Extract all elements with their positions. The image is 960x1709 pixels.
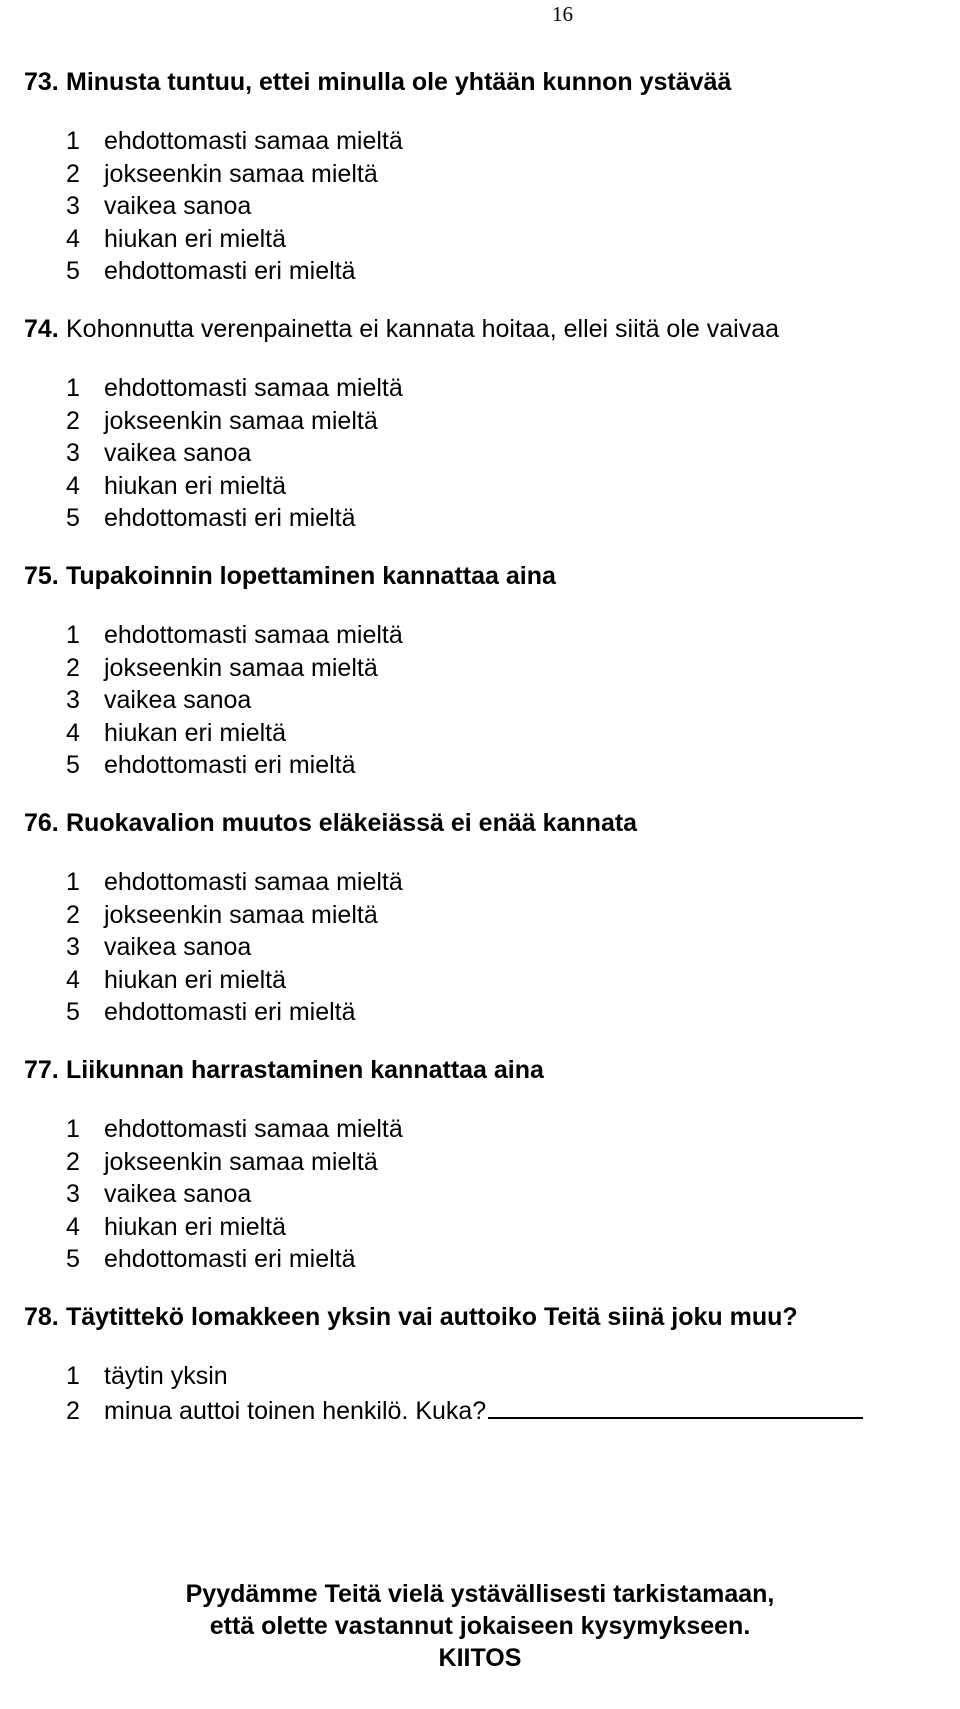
answer-option[interactable]: [66, 190, 944, 223]
answer-option[interactable]: [66, 502, 944, 535]
option-number: 1: [66, 868, 80, 896]
question-title: [24, 1302, 944, 1332]
option-number: 5: [66, 751, 80, 780]
answer-option[interactable]: [66, 717, 944, 750]
answer-option[interactable]: [66, 964, 944, 997]
question-number: 75.: [24, 562, 59, 590]
question-text: Liikunnan harrastaminen kannattaa aina: [66, 1056, 544, 1084]
option-number: 1: [66, 374, 80, 402]
answer-option[interactable]: [66, 996, 944, 1029]
answer-option[interactable]: [66, 1146, 944, 1179]
option-number: 5: [66, 504, 80, 533]
option-number: 1: [66, 1115, 80, 1143]
answer-option[interactable]: [66, 470, 944, 503]
answer-option[interactable]: [66, 255, 944, 288]
question-text: Kohonnutta verenpainetta ei kannata hoitaa, ellei siitä ole vaivaa: [66, 315, 780, 343]
option-label: ehdottomasti eri mieltä: [104, 1245, 356, 1274]
option-number: 2: [66, 1147, 80, 1176]
closing-line-1: Pyydämme Teitä vielä ystävällisesti tarkistamaan,: [185, 1580, 775, 1608]
answer-options: [24, 372, 944, 535]
answer-option[interactable]: [66, 1178, 944, 1211]
answer-option[interactable]: [66, 1113, 944, 1146]
question-77: [24, 1055, 944, 1276]
option-number: 3: [66, 1180, 80, 1209]
option-label: ehdottomasti eri mieltä: [104, 504, 356, 533]
closing-message: [0, 1578, 960, 1674]
option-label: jokseenkin samaa mieltä: [104, 406, 378, 435]
option-number: 3: [66, 192, 80, 221]
answer-options: [24, 866, 944, 1029]
answer-option[interactable]: [66, 1243, 944, 1276]
option-label: hiukan eri mieltä: [104, 224, 287, 253]
question-title: [24, 67, 944, 97]
option-number: 5: [66, 998, 80, 1027]
question-73: [24, 67, 944, 288]
option-label: ehdottomasti samaa mieltä: [104, 1115, 403, 1143]
answer-option[interactable]: [66, 125, 944, 158]
option-label: ehdottomasti samaa mieltä: [104, 374, 403, 402]
answer-option[interactable]: [66, 684, 944, 717]
question-78: [24, 1302, 944, 1425]
option-label: ehdottomasti eri mieltä: [104, 998, 356, 1027]
option-label: jokseenkin samaa mieltä: [104, 1147, 378, 1176]
option-label: vaikea sanoa: [104, 1180, 252, 1209]
option-label: täytin yksin: [104, 1362, 228, 1390]
option-number: 4: [66, 718, 80, 747]
answer-option[interactable]: [66, 372, 944, 405]
answer-option[interactable]: [66, 223, 944, 256]
helper-name-blank-line[interactable]: [488, 1393, 863, 1419]
question-number: 77.: [24, 1056, 59, 1084]
answer-option[interactable]: [66, 158, 944, 191]
option-label: jokseenkin samaa mieltä: [104, 653, 378, 682]
question-text: Minusta tuntuu, ettei minulla ole yhtään kunnon ystävää: [66, 68, 732, 96]
option-number: 5: [66, 257, 80, 286]
question-number: 76.: [24, 809, 59, 837]
option-number: 4: [66, 224, 80, 253]
option-number: 2: [66, 653, 80, 682]
option-number: 3: [66, 686, 80, 715]
option-number: 3: [66, 439, 80, 468]
question-text: Ruokavalion muutos eläkeiässä ei enää kannata: [66, 809, 638, 837]
option-number: 1: [66, 1362, 80, 1390]
question-number: 74.: [24, 315, 59, 343]
answer-option[interactable]: [66, 619, 944, 652]
option-label: ehdottomasti samaa mieltä: [104, 868, 403, 896]
question-number: 73.: [24, 68, 59, 96]
closing-thanks: KIITOS: [438, 1644, 522, 1672]
closing-line-2: että olette vastannut jokaiseen kysymykseen.: [209, 1612, 751, 1640]
answer-option[interactable]: [66, 931, 944, 964]
option-label: vaikea sanoa: [104, 192, 252, 221]
option-number: 3: [66, 933, 80, 962]
answer-option[interactable]: [66, 652, 944, 685]
option-number: 2: [66, 1396, 80, 1425]
question-number: 78.: [24, 1303, 59, 1331]
answer-option[interactable]: [66, 899, 944, 932]
option-label: hiukan eri mieltä: [104, 1212, 287, 1241]
question-74: [24, 314, 944, 535]
option-label: minua auttoi toinen henkilö. Kuka?: [104, 1396, 487, 1425]
answer-option[interactable]: [66, 749, 944, 782]
answer-options: [24, 619, 944, 782]
option-number: 5: [66, 1245, 80, 1274]
option-label: jokseenkin samaa mieltä: [104, 159, 378, 188]
answer-option[interactable]: [66, 1360, 944, 1393]
question-title: [24, 561, 944, 591]
page-number: 16: [552, 2, 573, 26]
question-75: [24, 561, 944, 782]
option-number: 1: [66, 621, 80, 649]
option-number: 2: [66, 159, 80, 188]
option-label: hiukan eri mieltä: [104, 471, 287, 500]
answer-options: [24, 125, 944, 288]
answer-option[interactable]: [66, 1211, 944, 1244]
option-label: vaikea sanoa: [104, 686, 252, 715]
answer-option[interactable]: [66, 866, 944, 899]
option-number: 2: [66, 900, 80, 929]
question-title: [24, 1055, 944, 1085]
option-number: 1: [66, 127, 80, 155]
option-label: jokseenkin samaa mieltä: [104, 900, 378, 929]
option-number: 4: [66, 965, 80, 994]
question-text: Täytittekö lomakkeen yksin vai auttoiko Teitä siinä joku muu?: [66, 1303, 798, 1331]
option-number: 2: [66, 406, 80, 435]
option-label: ehdottomasti eri mieltä: [104, 751, 356, 780]
question-title: [24, 314, 944, 344]
option-label: vaikea sanoa: [104, 933, 252, 962]
answer-option[interactable]: [66, 405, 944, 438]
option-label: hiukan eri mieltä: [104, 965, 287, 994]
option-number: 4: [66, 471, 80, 500]
option-label: ehdottomasti eri mieltä: [104, 257, 356, 286]
option-label: ehdottomasti samaa mieltä: [104, 621, 403, 649]
answer-options: [24, 1113, 944, 1276]
answer-options: [24, 1360, 944, 1425]
option-number: 4: [66, 1212, 80, 1241]
option-label: ehdottomasti samaa mieltä: [104, 127, 403, 155]
question-text: Tupakoinnin lopettaminen kannattaa aina: [66, 562, 556, 590]
question-title: [24, 808, 944, 838]
option-label: hiukan eri mieltä: [104, 718, 287, 747]
question-76: [24, 808, 944, 1029]
answer-option[interactable]: [66, 1393, 944, 1426]
answer-option[interactable]: [66, 437, 944, 470]
option-label: vaikea sanoa: [104, 439, 252, 468]
